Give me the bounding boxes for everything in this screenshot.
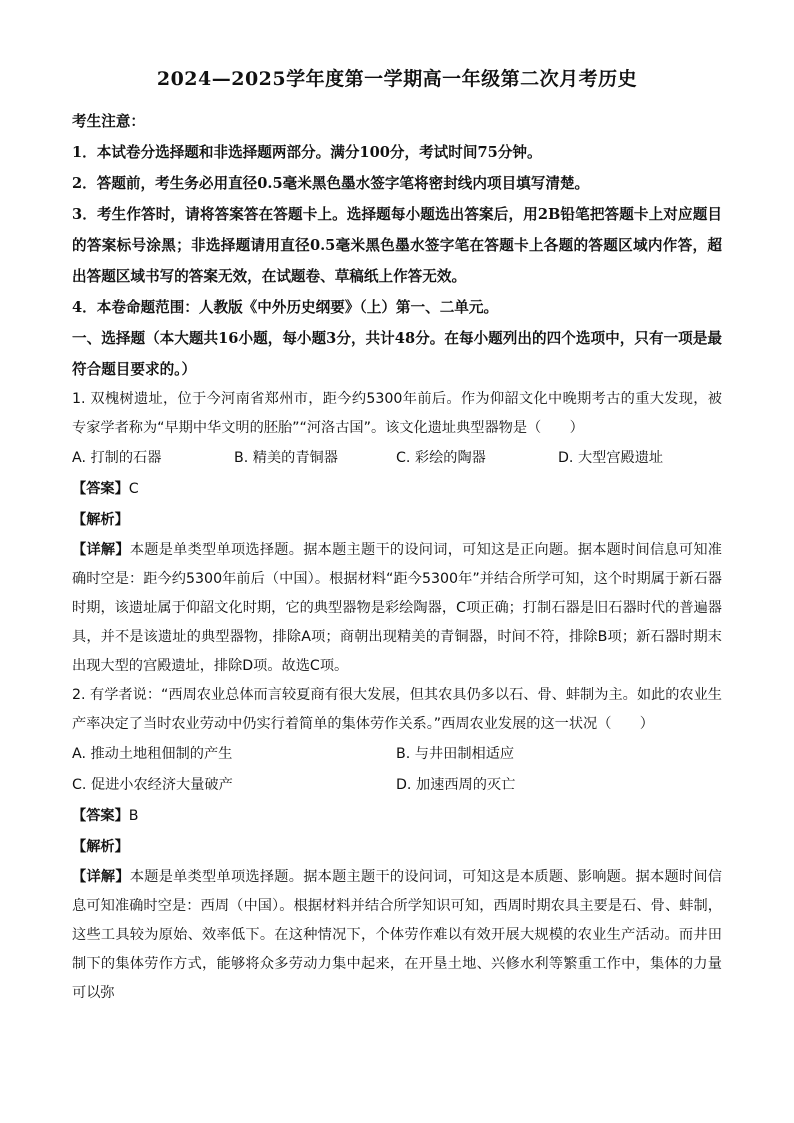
detail-label: 【详解】 [72, 869, 130, 885]
notice-item: 1．本试卷分选择题和非选择题两部分。满分100分，考试时间75分钟。 [72, 144, 542, 161]
detail-label: 【详解】 [72, 542, 130, 558]
option-a: A. 打制的石器 [72, 450, 162, 466]
answer-value: C [128, 481, 139, 497]
option-a: A. 推动土地租佃制的产生 [72, 746, 233, 762]
option-d: D. 加速西周的灭亡 [396, 777, 516, 793]
analysis-label: 【解析】 [72, 512, 129, 528]
detail-text: 本题是单类型单项选择题。据本题主题干的设问词，可知这是本质题、影响题。据本题时间信息可知准确时空是：西周（中国）。根据材料并结合所学知识可知，西周时期农具主要是石、骨、蚌制，这些工具较为原始、效率低下。在这种情况下，个体劳作难以有效开展大规模的农业生产活动。而井田制下的集体劳作方式，能够将众多劳动力集中起来，在开垦土地、兴修水利等繁重工作中，集体的力量可以弥 [72, 869, 722, 1001]
question-1 [72, 385, 722, 681]
notice-item: 4．本卷命题范围：人教版《中外历史纲要》（上）第一、二单元。 [72, 299, 499, 316]
answer-line [72, 474, 722, 505]
answer-line [72, 801, 722, 832]
answer-label: 【答案】 [72, 481, 129, 497]
answer-label: 【答案】 [72, 808, 129, 824]
notice-item: 2．答题前，考生务必用直径0.5毫米黑色墨水签字笔将密封线内项目填写清楚。 [72, 175, 590, 192]
detail-paragraph [72, 863, 722, 1008]
analysis-label: 【解析】 [72, 839, 129, 855]
analysis-line [72, 832, 722, 863]
question-options [72, 443, 722, 474]
detail-paragraph [72, 536, 722, 681]
question-options [72, 739, 722, 801]
detail-text: 本题是单类型单项选择题。据本题主题干的设问词，可知这是正向题。据本题时间信息可知准确时空是：距今约5300年前后（中国）。根据材料“距今5300年”并结合所学可知，这个时期属于新石器时期，该遗址属于仰韶文化时期，它的典型器物是彩绘陶器，C项正确；打制石器是旧石器时代的普遍器具，并不是该遗址的典型器物，排除A项；商朝出现精美的青铜器，时间不符，排除B项；新石器时期末出现大型的宫殿遗址，排除D项。故选C项。 [72, 542, 722, 674]
option-c: C. 促进小农经济大量破产 [72, 777, 233, 793]
option-b: B. 与井田制相适应 [396, 746, 515, 762]
option-c: C. 彩绘的陶器 [396, 450, 486, 466]
question-stem: 1. 双槐树遗址，位于今河南省郑州市，距今约5300年前后。作为仰韶文化中晚期考古的重大发现，被专家学者称为“早期中华文明的胚胎”“河洛古国”。该文化遗址典型器物是（ ） [72, 391, 722, 436]
option-b: B. 精美的青铜器 [234, 450, 338, 466]
section-heading: 一、选择题（本大题共16小题，每小题3分，共计48分。在每小题列出的四个选项中，只有一项是最符合题目要求的。） [72, 330, 722, 378]
page-title: 2024—2025学年度第一学期高一年级第二次月考历史 [156, 68, 638, 90]
notice-heading: 考生注意： [72, 113, 145, 130]
question-stem: 2. 有学者说：“西周农业总体而言较夏商有很大发展，但其农具仍多以石、骨、蚌制为主。如此的农业生产率决定了当时农业劳动中仍实行着简单的集体劳作关系。”西周农业发展的这一状况（ ） [72, 687, 722, 732]
analysis-line [72, 505, 722, 536]
answer-value: B [128, 808, 139, 824]
notice-item: 3．考生作答时，请将答案答在答题卡上。选择题每小题选出答案后，用2B铅笔把答题卡上对应题目的答案标号涂黑；非选择题请用直径0.5毫米黑色墨水签字笔在答题卡上各题的答题区域内作答，超出答题区域书写的答案无效，在试题卷、草稿纸上作答无效。 [72, 206, 722, 285]
question-2 [72, 681, 722, 1008]
option-d: D. 大型宫殿遗址 [558, 450, 664, 466]
